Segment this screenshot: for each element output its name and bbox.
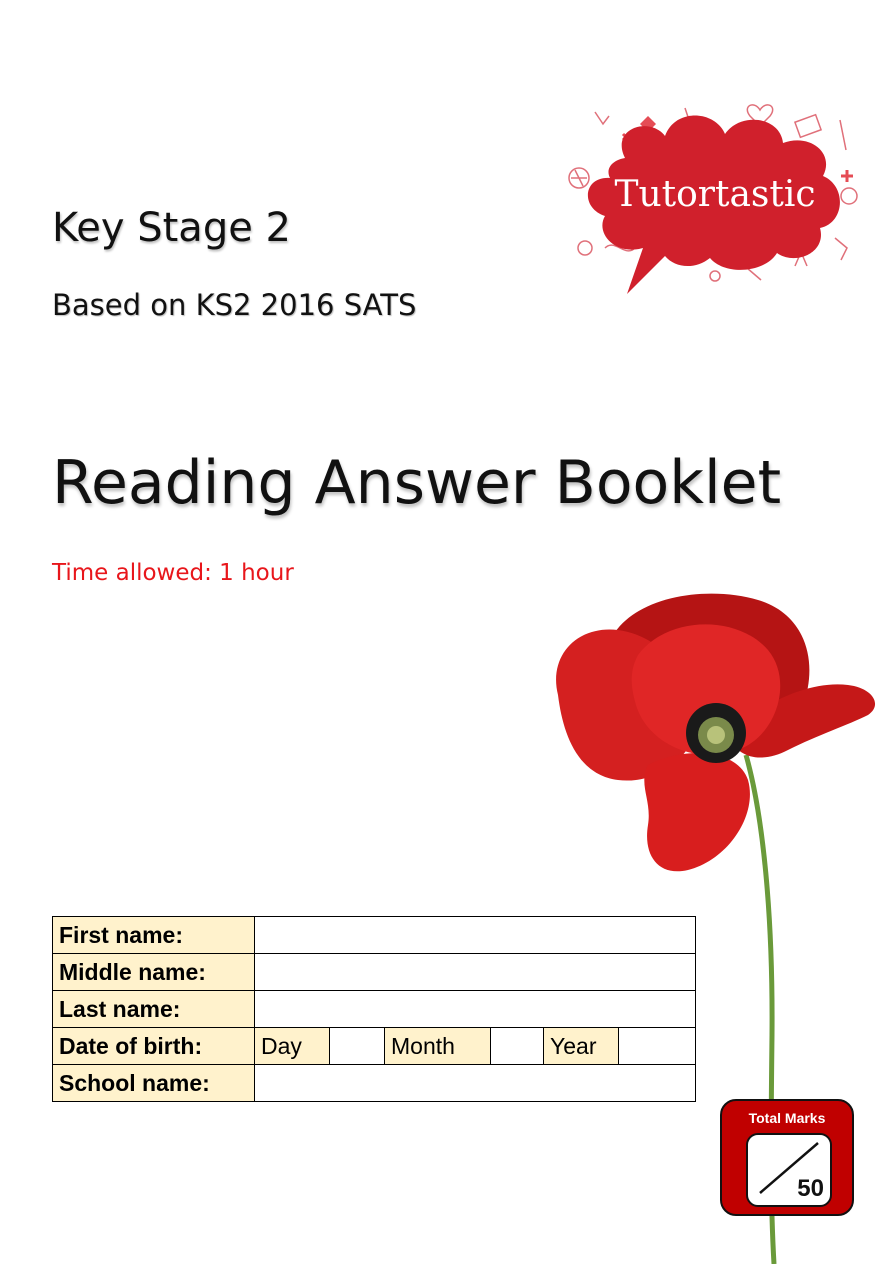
dob-row [53,1028,696,1065]
dob-label: Date of birth: [53,1028,255,1065]
first-name-field[interactable] [255,917,696,954]
day-field[interactable] [330,1028,385,1065]
school-name-field[interactable] [255,1065,696,1102]
total-marks-label: Total Marks [748,1110,826,1126]
school-name-label: School name: [53,1065,255,1102]
year-field[interactable] [619,1028,696,1065]
total-marks-value: 50 [797,1175,824,1202]
day-label: Day [255,1028,330,1065]
logo-text: Tutortastic [614,174,816,215]
middle-name-label: Middle name: [53,954,255,991]
first-name-row [53,917,696,954]
last-name-row [53,991,696,1028]
total-marks-score-area[interactable] [746,1133,832,1207]
month-label: Month [385,1028,491,1065]
middle-name-row [53,954,696,991]
student-info-form [52,916,696,1102]
based-on-subtitle: Based on KS2 2016 SATS [52,288,417,322]
month-field[interactable] [491,1028,544,1065]
time-allowed: Time allowed: 1 hour [52,560,294,586]
middle-name-field[interactable] [255,954,696,991]
total-marks-box [720,1099,854,1216]
key-stage-heading: Key Stage 2 [52,205,291,251]
last-name-label: Last name: [53,991,255,1028]
page-title: Reading Answer Booklet [52,448,782,518]
tutortastic-logo [565,98,865,303]
logo-graphic [565,98,865,303]
school-name-row [53,1065,696,1102]
year-label: Year [544,1028,619,1065]
last-name-field[interactable] [255,991,696,1028]
first-name-label: First name: [53,917,255,954]
